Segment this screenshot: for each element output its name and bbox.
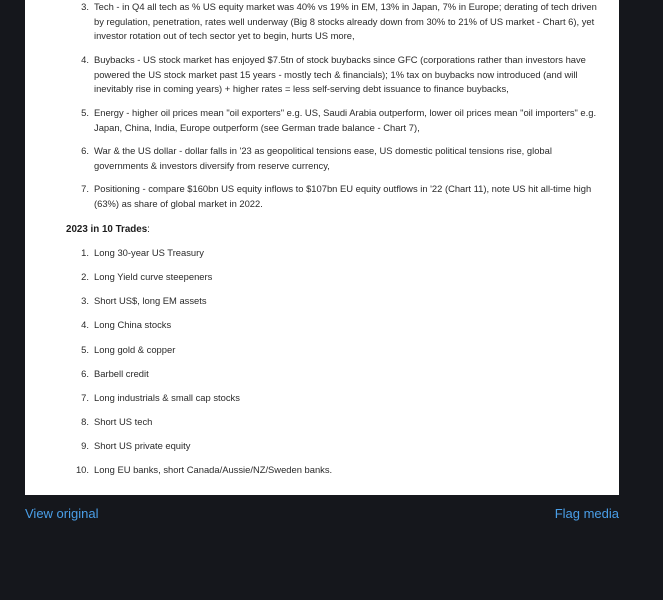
trade-text: Long Yield curve steepeners xyxy=(94,271,213,282)
trade-number: 10. xyxy=(75,464,89,475)
trade-text: Long industrials & small cap stocks xyxy=(94,392,240,403)
list-item-number: 4. xyxy=(81,54,89,65)
list-item-number: 5. xyxy=(81,107,89,118)
media-image xyxy=(25,0,619,495)
trade-number: 9. xyxy=(81,440,89,451)
trade-number: 5. xyxy=(81,344,89,355)
trade-number: 3. xyxy=(81,295,89,306)
trade-text: Long 30-year US Treasury xyxy=(94,247,204,258)
list-item-number: 7. xyxy=(81,183,89,194)
trade-text: Long EU banks, short Canada/Aussie/NZ/Sweden banks. xyxy=(94,464,333,475)
trade-number: 2. xyxy=(81,271,89,282)
list-item-text: Energy - higher oil prices mean "oil exporters" e.g. US, Saudi Arabia outperform, lower oil prices mean "oil importers" e.g. Japan, China, India, Europe outperform (see German trade balance - Chart 7), xyxy=(94,107,597,133)
trade-text: Short US tech xyxy=(94,416,153,427)
trade-text: Barbell credit xyxy=(94,368,149,379)
trade-text: Short US$, long EM assets xyxy=(94,295,207,306)
trade-number: 6. xyxy=(81,368,89,379)
list-item-text: Positioning - compare $160bn US equity inflows to $107bn EU equity outflows in '22 (Chart 11), note US hit all-time high (63%) as share of global market in 2022. xyxy=(94,183,592,209)
trade-text: Long gold & copper xyxy=(94,344,176,355)
trade-text: Short US private equity xyxy=(94,440,191,451)
trade-number: 7. xyxy=(81,392,89,403)
list-item-number: 3. xyxy=(81,1,89,12)
trade-number: 1. xyxy=(81,247,89,258)
list-item-text: War & the US dollar - dollar falls in '23 as geopolitical tensions ease, US domestic political tensions rise, global governments & investors diversify from reserve currency, xyxy=(94,145,552,171)
trade-number: 4. xyxy=(81,319,89,330)
list-item-text: Tech - in Q4 all tech as % US equity market was 40% vs 19% in EM, 13% in Japan, 7% in Europe; derating of tech driven by regulation, penetration, rates well underway (Big 8 stocks already down from 30% to 21% of US market - Chart 6), yet investor rotation out of tech sector yet to begin, hurts US more, xyxy=(94,1,597,41)
trade-text: Long China stocks xyxy=(94,319,172,330)
list-item-number: 6. xyxy=(81,145,89,156)
view-original-link[interactable]: View original xyxy=(25,506,99,521)
trade-number: 8. xyxy=(81,416,89,427)
flag-media-link[interactable]: Flag media xyxy=(554,506,619,521)
trades-heading: 2023 in 10 Trades: xyxy=(66,224,150,235)
list-item-text: Buybacks - US stock market has enjoyed $7.5tn of stock buybacks since GFC (corporations rather than investors have powered the US stock market past 15 years - mostly tech & financials); 1% tax on buybacks now introduced (and will inevitably rise in coming years) + higher rates = less self-serving debt issuance to finance buybacks, xyxy=(94,54,586,94)
